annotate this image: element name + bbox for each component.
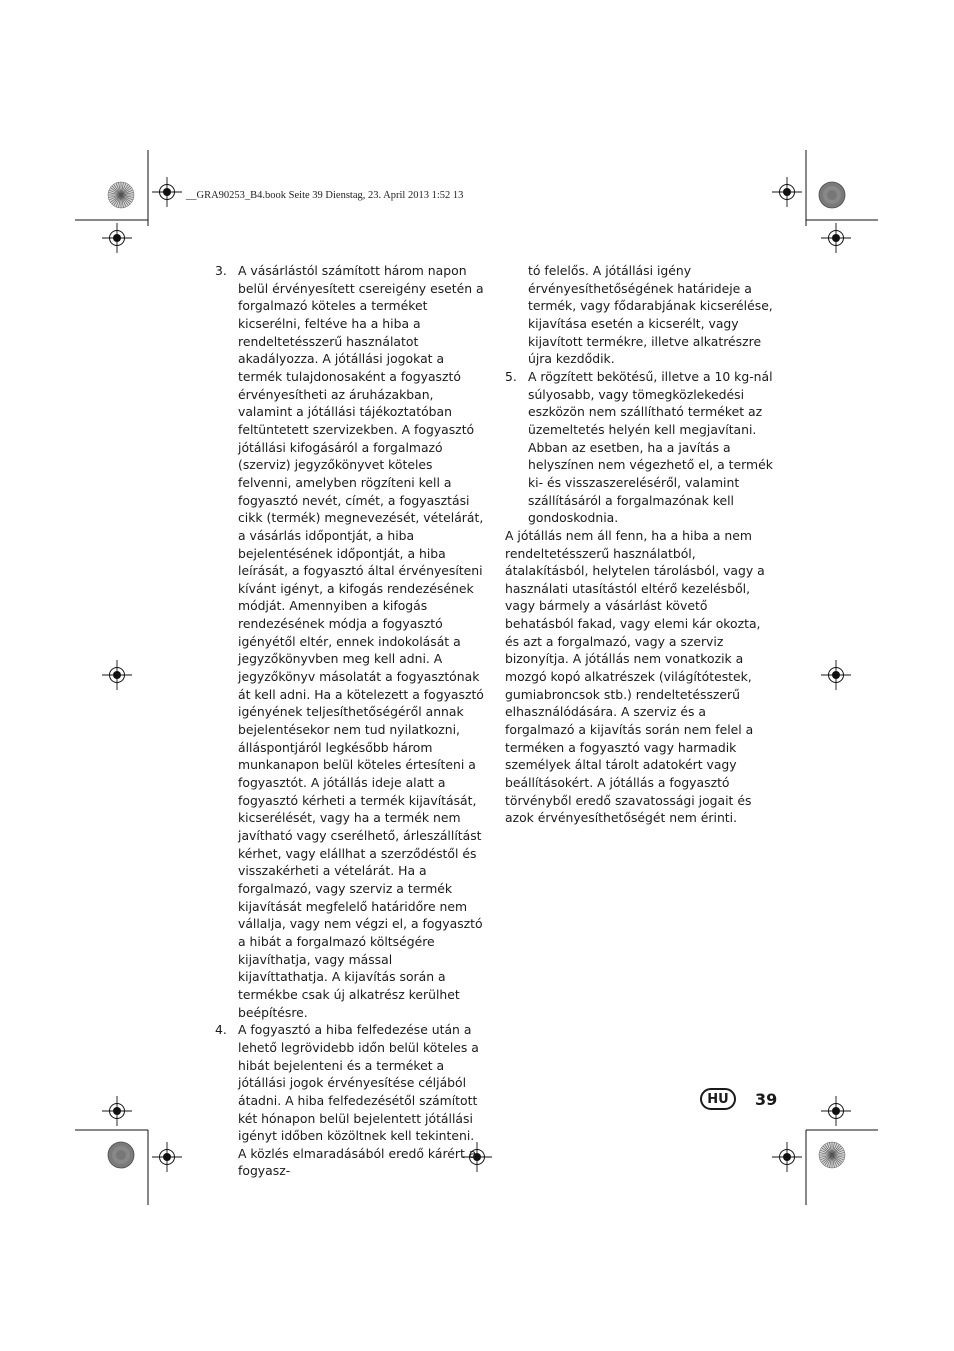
print-header: __GRA90253_B4.book Seite 39 Dienstag, 23. April 2013 1:52 13: [186, 190, 464, 201]
list-item-text: A rögzített bekötésű, illetve a 10 kg-nál súlyosabb, vagy tömegközlekedési eszközön nem szállítható terméket az üzemeltetés helyén kell megjavítani. Abban az esetben, ha a javítás a helyszínen nem végezhető el, a termék ki- és visszaszereléséről, valamint szállításáról a forgalmazónak kell gondoskodnia.: [528, 368, 773, 526]
left-column: [215, 262, 485, 1180]
list-item-5: [505, 368, 777, 527]
right-column: [505, 262, 777, 827]
list-item-4-continued: tó felelős. A jótállási igény érvényesíthetőségének határideje a termék, vagy fődarabjának kicserélése, kijavítása esetén a kicserélt, vagy kijavított termékre, illetve alkatrészre újra kezdődik.: [528, 263, 773, 367]
page-number: 39: [755, 1089, 778, 1109]
closing-paragraph: A jótállás nem áll fenn, ha a hiba a nem rendeltetésszerű használatból, átalakításból, helytelen tárolásból, vagy a használati utasítástól eltérő kezelésből, vagy bármely a vásárlást követő behatásból fakad, vagy elemi kár okozta, és azt a forgalmazó, vagy a szerviz bizonyítja. A jótállás nem vonatkozik a mozgó kopó alkatrészek (világítótestek, gumiabroncsok stb.) rendeltetésszerű elhasználódására. A szerviz és a forgalmazó a kijavítás során nem felel a terméken a fogyasztó vagy harmadik személyek által tárolt adatokért vagy beállításokért. A jótállás a fogyasztó törvényből eredő szavatossági jogait és azok érvényesíthetőségét nem érinti.: [505, 527, 765, 826]
page-footer: [700, 1086, 777, 1112]
list-item-text: A fogyasztó a hiba felfedezése után a lehető legrövidebb időn belül köteles a hibát bejelenteni és a terméket a jótállási jogok érvényesítése céljából átadni. A hiba felfedezésétől számított két hónapon belül bejelentett jótállási igényt időben közöltnek kell tekinteni. A közlés elmaradásából eredő kárért a fogyasz-: [238, 1022, 479, 1179]
list-item-text: A vásárlástól számított három napon belül érvényesített csereigény esetén a forgalmazó köteles a terméket kicserélni, feltéve ha a hiba a rendeltetésszerű használatot akadályozza. A jótállási jogokat a termék tulajdonosaként a fogyasztó érvényesítheti az áruházakban, valamint a jótállási tájékoztatóban feltüntetett szervizekben. A fogyasztó jótállási kifogásáról a forgalmazó (szerviz) jegyzőkönyvet köteles felvenni, amelyben rögzíteni kell a fogyasztó nevét, címét, a fogyasztási cikk (termék) megnevezését, vételárát, a vásárlás időpontját, a hiba bejelentésének időpontját, a hiba leírását, a fogyasztó által érvényesíteni kívánt igényt, a kifogás rendezésének módját. Amennyiben a kifogás rendezésének módja a fogyasztó igényétől eltér, ennek indokolását a jegyzőkönyvben meg kell adni. A jegyzőkönyv másolatát a fogyasztónak át kell adni. Ha a kötelezett a fogyasztó igényének teljesíthetőségéről annak bejelentésekor nem tud nyilatkozni, álláspontjáról legkésőbb három munkanapon belül köteles értesíteni a fogyasztót. A jótállás ideje alatt a fogyasztó kérheti a termék kijavítását, kicserélését, vagy ha a termék nem javítható vagy cserélhető, árleszállítást kérhet, vagy elállhat a szerződéstől és visszakérheti a vételárát. Ha a forgalmazó, vagy szerviz a termék kijavítását megfelelő határidőre nem vállalja, vagy nem végzi el, a fogyasztó a hibát a forgalmazó költségére kijavíthatja, vagy mással kijavíttathatja. A kijavítás során a termékbe csak új alkatrész kerülhet beépítésre.: [238, 263, 484, 1020]
list-item-3: [215, 262, 485, 1021]
list-item-number: 5.: [505, 368, 517, 384]
list-item-number: 3.: [215, 263, 227, 278]
list-item-number: 4.: [215, 1022, 227, 1038]
list-item-4: [215, 1021, 485, 1180]
language-badge: HU: [700, 1088, 736, 1110]
